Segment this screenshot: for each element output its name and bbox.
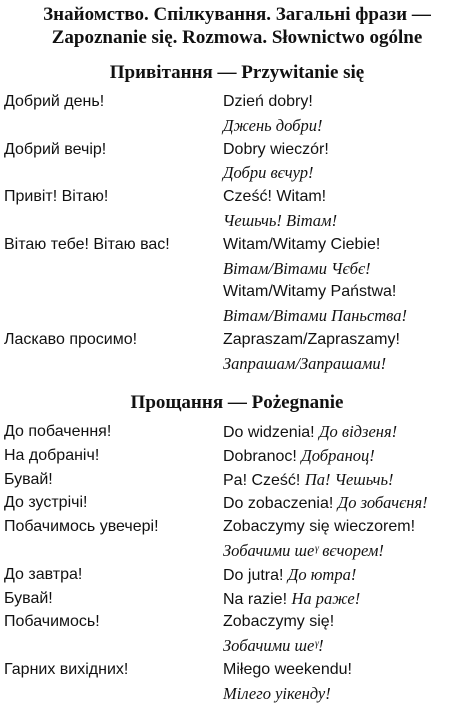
pronunciation-transcription: Вітам/Вітами Чєбє! (223, 258, 371, 278)
pronunciation-transcription: На раже! (291, 588, 361, 608)
phrase-row (0, 468, 474, 492)
polish-phrase: Do jutra! (223, 566, 284, 584)
polish-column (223, 328, 400, 351)
polish-phrase: Dzień dobry! (223, 93, 313, 110)
polish-phrase: Zobaczymy się! (223, 613, 335, 631)
page-title-ukrainian: Знайомство. Спілкування. Загальні фрази — (43, 4, 431, 25)
polish-column (223, 634, 324, 658)
polish-phrase: Do widzenia! (223, 424, 315, 441)
polish-phrase: Na razie! (223, 590, 288, 608)
pronunciation-transcription: Запрашам/Запрашами! (223, 353, 387, 373)
polish-phrase: Pa! Cześć! (223, 471, 301, 489)
ukrainian-phrase: Побачимось! (4, 613, 100, 631)
pronunciation-transcription: До ютра! (287, 564, 357, 584)
polish-column (223, 491, 428, 515)
phrase-row (0, 610, 474, 634)
pronunciation-transcription: Зобачими шеᵞ вєчорем! (223, 540, 384, 560)
polish-phrase: Witam/Witamy Państwa! (223, 283, 397, 301)
polish-column (223, 468, 394, 492)
phrase-row (0, 420, 474, 444)
polish-column (223, 233, 380, 256)
pronunciation-transcription: Вітам/Вітами Паньства! (223, 306, 407, 326)
phrase-row (0, 280, 474, 304)
polish-column (223, 257, 371, 281)
polish-phrase: Do zobaczenia! (223, 495, 334, 513)
farewells-phrase-list (0, 420, 474, 706)
phrase-row (0, 634, 474, 658)
pronunciation-transcription: До зобачєня! (337, 493, 428, 513)
phrase-row (0, 491, 474, 515)
phrase-row (0, 90, 474, 114)
polish-column (223, 280, 396, 303)
section-heading-farewells: Прощання — Pożegnanie (130, 392, 344, 413)
phrase-row (0, 658, 474, 682)
ukrainian-phrase: Добрий вечір! (4, 140, 107, 158)
polish-column (223, 420, 397, 444)
phrase-row (0, 209, 474, 233)
pronunciation-transcription: Джень добри! (223, 115, 323, 135)
polish-phrase: Dobry wieczór! (223, 140, 329, 158)
ukrainian-phrase: Привіт! Вітаю! (4, 188, 109, 206)
polish-column (223, 515, 415, 538)
polish-column (223, 610, 334, 633)
phrase-row (0, 352, 474, 376)
ukrainian-phrase: Бувай! (4, 589, 53, 607)
polish-column (223, 185, 326, 208)
ukrainian-phrase: Добрий день! (4, 93, 105, 110)
polish-column (223, 539, 384, 563)
phrase-row (0, 233, 474, 257)
pronunciation-transcription: До відзеня! (319, 422, 398, 441)
polish-column (223, 161, 314, 185)
polish-phrase: Zobaczymy się wieczorem! (223, 518, 416, 536)
page-title-polish: Zapoznanie się. Rozmowa. Słownictwo ogólne (51, 27, 423, 48)
polish-column (223, 658, 352, 681)
phrase-row (0, 539, 474, 563)
polish-phrase: Zapraszam/Zapraszamy! (223, 330, 400, 348)
polish-column (223, 444, 375, 468)
polish-column (223, 352, 386, 376)
ukrainian-phrase: До зустрічі! (4, 494, 88, 512)
phrase-row (0, 257, 474, 281)
pronunciation-transcription: Добраноц! (301, 445, 375, 465)
pronunciation-transcription: Зобачими шеᵞ! (223, 636, 324, 656)
phrase-row (0, 444, 474, 468)
phrase-row (0, 138, 474, 162)
polish-column (223, 304, 407, 328)
pronunciation-transcription: Чешьчь! Вітам! (223, 210, 338, 230)
ukrainian-phrase: Побачимось увечері! (4, 518, 159, 536)
ukrainian-phrase: До завтра! (4, 565, 83, 583)
polish-column (223, 114, 322, 138)
phrase-row (0, 682, 474, 706)
phrase-row (0, 114, 474, 138)
ukrainian-phrase: До побачення! (4, 423, 112, 440)
polish-column (223, 90, 313, 113)
pronunciation-transcription: Мілего уікенду! (223, 683, 331, 703)
pronunciation-transcription: Добри вєчур! (223, 163, 314, 183)
polish-column (223, 563, 356, 587)
ukrainian-phrase: Бувай! (4, 470, 53, 488)
polish-phrase: Cześć! Witam! (223, 188, 327, 206)
phrase-row (0, 515, 474, 539)
polish-phrase: Miłego weekendu! (223, 660, 352, 678)
ukrainian-phrase: Ласкаво просимо! (4, 330, 138, 348)
ukrainian-phrase: Гарних вихідних! (4, 660, 129, 678)
phrase-row (0, 161, 474, 185)
polish-column (223, 682, 331, 706)
phrase-row (0, 563, 474, 587)
section-heading-greetings: Привітання — Przywitanie się (109, 62, 365, 83)
polish-phrase: Dobranoc! (223, 447, 297, 465)
polish-column (223, 209, 337, 233)
pronunciation-transcription: Па! Чешьчь! (304, 469, 394, 489)
phrase-row (0, 304, 474, 328)
phrase-row (0, 185, 474, 209)
ukrainian-phrase: На добраніч! (4, 446, 100, 464)
polish-column (223, 138, 329, 161)
polish-phrase: Witam/Witamy Ciebie! (223, 235, 381, 253)
phrase-row (0, 328, 474, 352)
polish-column (223, 587, 360, 611)
ukrainian-phrase: Вітаю тебе! Вітаю вас! (4, 235, 170, 253)
greetings-phrase-list (0, 90, 474, 376)
phrase-row (0, 587, 474, 611)
